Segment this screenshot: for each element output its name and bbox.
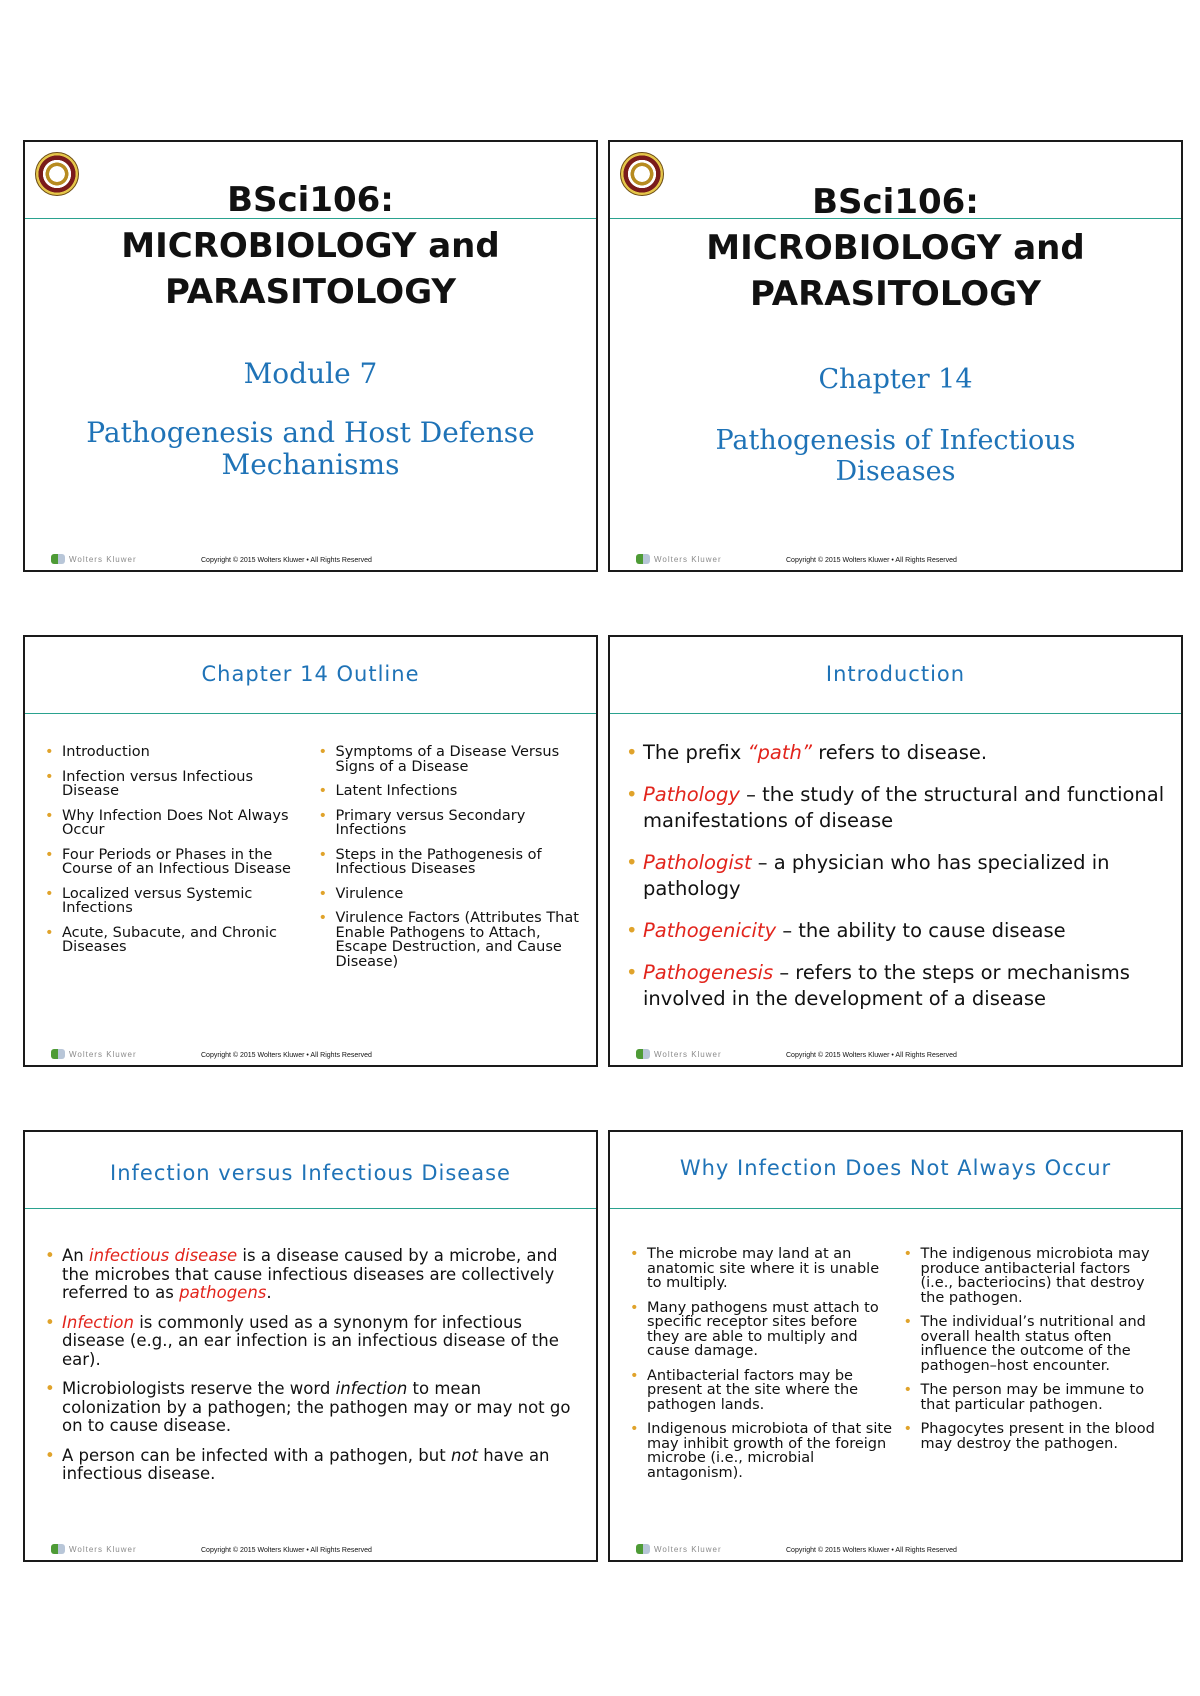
publisher-logo-icon [51, 1544, 65, 1554]
slide-heading: Infection versus Infectious Disease [110, 1161, 511, 1185]
intro-bullets [626, 740, 1167, 1028]
outline-left-column [45, 745, 309, 979]
outline-item: • Why Infection Does Not Always Occur [45, 809, 309, 838]
outline-columns [45, 745, 582, 979]
why-item: • The individual’s nutritional and overall health status often influence the outcome of the pathogen–host encounter. [904, 1315, 1168, 1373]
outline-right-column [319, 745, 583, 979]
copyright-text: Copyright © 2015 Wolters Kluwer • All Rights Reserved [201, 1052, 372, 1059]
slide-heading: Introduction [825, 662, 966, 686]
publisher-logo: Wolters Kluwer [51, 1049, 137, 1059]
outline-item: • Four Periods or Phases in the Course of an Infectious Disease [45, 848, 309, 877]
copyright-text: Copyright © 2015 Wolters Kluwer • All Rights Reserved [201, 1547, 372, 1554]
copyright-text: Copyright © 2015 Wolters Kluwer • All Rights Reserved [201, 557, 372, 564]
publisher-logo-icon [51, 554, 65, 564]
outline-item: • Acute, Subacute, and Chronic Diseases [45, 926, 309, 955]
infection-bullet: • An infectious disease is a disease caused by a microbe, and the microbes that cause infectious diseases are collectively referred to as pathogens. [45, 1247, 582, 1303]
outline-item: • Virulence Factors (Attributes That Enable Pathogens to Attach, Escape Destruction, and Cause Disease) [319, 911, 583, 969]
slide-footer [51, 550, 584, 564]
slide-4 [608, 635, 1183, 1067]
title-rule [25, 713, 596, 714]
infection-bullet: • A person can be infected with a pathogen, but not have an infectious disease. [45, 1447, 582, 1484]
why-left-column [630, 1247, 894, 1490]
outline-item: • Symptoms of a Disease Versus Signs of a Disease [319, 745, 583, 774]
course-title: BSci106: MICROBIOLOGY and PARASITOLOGY [121, 180, 500, 312]
module-subtitle: Pathogenesis and Host Defense Mechanisms [86, 416, 535, 481]
slide-heading: Chapter 14 Outline [201, 662, 420, 686]
intro-bullet: • Pathogenicity – the ability to cause disease [626, 918, 1167, 944]
title-rule [610, 1208, 1181, 1209]
module-label: Module 7 [243, 357, 378, 390]
infection-bullet: • Infection is commonly used as a synonym for infectious disease (e.g., an ear infection is an infectious disease of the ear). [45, 1314, 582, 1370]
why-columns [630, 1247, 1167, 1490]
chapter-label: Chapter 14 [818, 364, 973, 395]
slide-footer [51, 1540, 584, 1554]
publisher-logo-icon [636, 1544, 650, 1554]
publisher-logo: Wolters Kluwer [636, 1049, 722, 1059]
publisher-logo: Wolters Kluwer [636, 554, 722, 564]
copyright-text: Copyright © 2015 Wolters Kluwer • All Rights Reserved [786, 1052, 957, 1059]
publisher-logo-icon [636, 1049, 650, 1059]
slide-5 [23, 1130, 598, 1562]
why-item: • Indigenous microbiota of that site may inhibit growth of the foreign microbe (i.e., microbial antagonism). [630, 1422, 894, 1480]
slide-2 [608, 140, 1183, 572]
why-right-column [904, 1247, 1168, 1490]
intro-bullet: • Pathologist – a physician who has specialized in pathology [626, 850, 1167, 902]
publisher-logo-icon [51, 1049, 65, 1059]
why-item: • The person may be immune to that particular pathogen. [904, 1383, 1168, 1412]
slide-3 [23, 635, 598, 1067]
slide-footer [51, 1045, 584, 1059]
outline-item: • Virulence [319, 887, 583, 902]
intro-bullet: • The prefix “path” refers to disease. [626, 740, 1167, 766]
intro-bullet: • Pathology – the study of the structural and functional manifestations of disease [626, 782, 1167, 834]
intro-bullet: • Pathogenesis – refers to the steps or mechanisms involved in the development of a disease [626, 960, 1167, 1012]
outline-item: • Primary versus Secondary Infections [319, 809, 583, 838]
why-item: • The indigenous microbiota may produce antibacterial factors (i.e., bacteriocins) that destroy the pathogen. [904, 1247, 1168, 1305]
publisher-logo: Wolters Kluwer [51, 554, 137, 564]
why-item: • The microbe may land at an anatomic site where it is unable to multiply. [630, 1247, 894, 1291]
copyright-text: Copyright © 2015 Wolters Kluwer • All Rights Reserved [786, 557, 957, 564]
slide-1 [23, 140, 598, 572]
slide-6 [608, 1130, 1183, 1562]
title-rule [25, 1208, 596, 1209]
title-rule [610, 713, 1181, 714]
slide-heading: Why Infection Does Not Always Occur [679, 1156, 1112, 1180]
slide-footer [636, 1045, 1169, 1059]
publisher-logo: Wolters Kluwer [51, 1544, 137, 1554]
why-item: • Phagocytes present in the blood may destroy the pathogen. [904, 1422, 1168, 1451]
outline-item: • Latent Infections [319, 784, 583, 799]
slide-footer [636, 550, 1169, 564]
chapter-subtitle: Pathogenesis of Infectious Diseases [715, 425, 1076, 487]
outline-item: • Introduction [45, 745, 309, 760]
publisher-logo: Wolters Kluwer [636, 1544, 722, 1554]
publisher-logo-icon [636, 554, 650, 564]
infection-bullet: • Microbiologists reserve the word infection to mean colonization by a pathogen; the pathogen may or may not go on to cause disease. [45, 1380, 582, 1436]
outline-item: • Steps in the Pathogenesis of Infectious Diseases [319, 848, 583, 877]
why-item: • Antibacterial factors may be present at the site where the pathogen lands. [630, 1369, 894, 1413]
course-title: BSci106: MICROBIOLOGY and PARASITOLOGY [706, 182, 1085, 314]
outline-item: • Infection versus Infectious Disease [45, 770, 309, 799]
infection-bullets [45, 1247, 582, 1495]
why-item: • Many pathogens must attach to specific receptor sites before they are able to multiply and cause damage. [630, 1301, 894, 1359]
outline-item: • Localized versus Systemic Infections [45, 887, 309, 916]
slide-footer [636, 1540, 1169, 1554]
copyright-text: Copyright © 2015 Wolters Kluwer • All Rights Reserved [786, 1547, 957, 1554]
